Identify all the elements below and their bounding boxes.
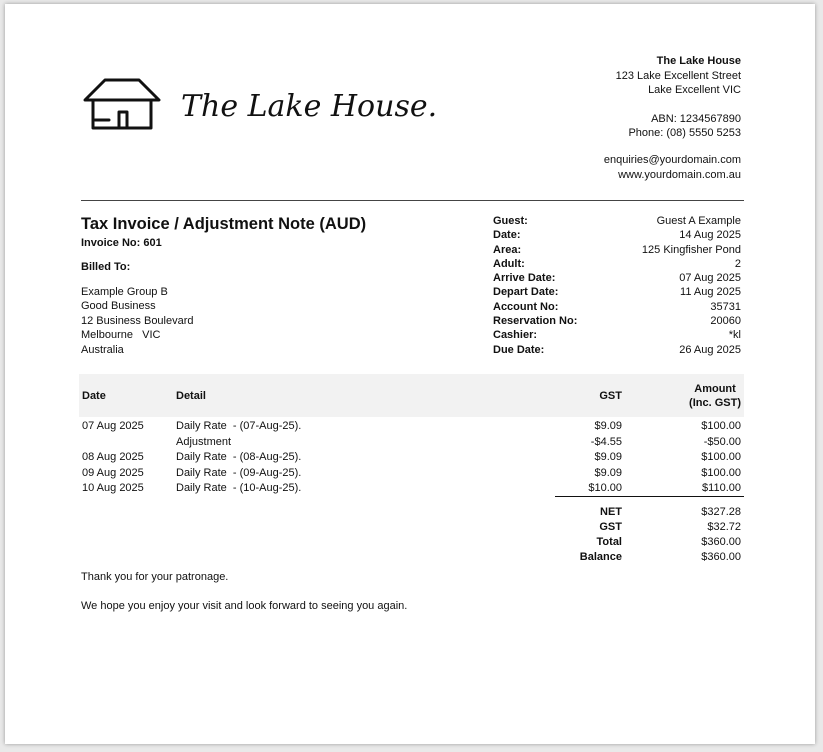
thank-you-note: Thank you for your patronage. [81,571,229,583]
column-header-amount-line2: (Inc. GST) [689,396,741,409]
billed-to-address [81,285,194,357]
row-amount: $100.00 [701,466,741,479]
detail-label: Guest: [493,215,528,227]
totals-value: $360.00 [701,536,741,548]
totals-value: $360.00 [701,551,741,563]
row-detail: Adjustment [176,435,232,448]
table-row [79,481,744,497]
detail-label: Depart Date: [493,286,559,299]
column-header-date: Date [82,390,106,402]
totals-label: Total [596,536,622,548]
invoice-title: Tax Invoice / Adjustment Note (AUD) [81,215,367,233]
detail-value: 125 Kingfisher Pond [641,243,741,256]
table-header [79,374,744,417]
row-detail: Daily Rate - (09-Aug-25). [176,466,302,479]
detail-row [493,228,741,242]
row-detail: Daily Rate - (10-Aug-25). [176,482,302,495]
booking-details [493,214,741,357]
billed-to-line: 12 Business Boulevard [81,314,194,327]
detail-label: Area: [493,243,522,256]
detail-label: Due Date: [493,343,545,356]
row-amount: -$50.00 [703,435,741,448]
row-amount: $100.00 [701,420,741,432]
billed-to-line: Example Group B [81,286,168,298]
row-gst: $9.09 [594,451,622,464]
table-row [79,450,744,466]
row-gst: $10.00 [588,482,622,495]
column-header-gst: GST [599,390,622,402]
billed-to-line: Melbourne VIC [81,329,161,342]
detail-value: 35731 [710,300,741,313]
detail-value: 2 [734,257,741,270]
totals-row [79,550,744,565]
invoice-page [5,4,815,744]
detail-label: Reservation No: [493,315,578,328]
company-phone: Phone: (08) 5550 5253 [628,127,741,140]
logo-wordmark: The Lake House. [181,89,438,124]
column-header-amount-line1: Amount [694,383,736,395]
detail-row [493,271,741,285]
row-date: 08 Aug 2025 [82,451,144,464]
totals-value: $327.28 [701,506,741,518]
detail-row [493,343,741,357]
closing-note: We hope you enjoy your visit and look forward to seeing you again. [81,600,408,612]
detail-value: 14 Aug 2025 [679,229,741,242]
row-detail: Daily Rate - (07-Aug-25). [176,420,302,432]
row-gst: $9.09 [594,466,622,479]
detail-row [493,314,741,328]
line-items [79,419,744,497]
table-row [79,466,744,482]
row-gst: -$4.55 [590,435,622,448]
company-website: www.yourdomain.com.au [618,168,741,181]
subtotal-divider [555,496,744,497]
table-row [79,419,744,435]
column-header-amount [689,383,741,410]
column-header-detail: Detail [176,390,206,402]
detail-row [493,328,741,342]
company-address-line1: 123 Lake Excellent Street [615,69,741,82]
table-row [79,435,744,451]
row-date: 10 Aug 2025 [82,482,144,495]
company-abn: ABN: 1234567890 [651,112,741,125]
company-info [604,54,741,182]
totals-block [79,505,744,565]
detail-row [493,243,741,257]
company-address-line2: Lake Excellent VIC [648,84,741,97]
detail-value: Guest A Example [656,215,741,227]
house-icon [85,80,159,128]
detail-label: Account No: [493,300,559,313]
billed-to-label: Billed To: [81,261,131,273]
totals-label: GST [599,521,622,533]
detail-row [493,285,741,299]
row-date: 09 Aug 2025 [82,466,144,479]
invoice-number: Invoice No: 601 [81,237,162,249]
company-email: enquiries@yourdomain.com [603,153,741,166]
detail-row [493,300,741,314]
billed-to-line: Good Business [81,300,156,313]
detail-value: 11 Aug 2025 [680,286,741,299]
billed-to-line: Australia [81,343,124,356]
totals-label: Balance [579,551,622,563]
company-name: The Lake House [656,55,741,67]
totals-label: NET [600,506,622,518]
totals-row [79,535,744,550]
row-amount: $110.00 [702,482,741,495]
detail-value: 20060 [710,315,741,328]
row-date: 07 Aug 2025 [82,420,144,432]
row-detail: Daily Rate - (08-Aug-25). [176,451,302,464]
detail-value: *kl [728,329,741,342]
detail-row [493,257,741,271]
row-amount: $100.00 [701,451,741,464]
detail-value: 26 Aug 2025 [679,343,741,356]
detail-label: Date: [493,229,521,242]
detail-label: Cashier: [493,329,538,342]
detail-label: Adult: [493,257,525,270]
totals-value: $32.72 [707,521,741,533]
header-divider [81,200,744,201]
row-gst: $9.09 [594,420,622,432]
totals-row [79,520,744,535]
totals-row [79,505,744,520]
detail-label: Arrive Date: [493,272,556,285]
detail-value: 07 Aug 2025 [679,272,741,285]
detail-row [493,214,741,228]
lake-house-logo [81,66,438,136]
